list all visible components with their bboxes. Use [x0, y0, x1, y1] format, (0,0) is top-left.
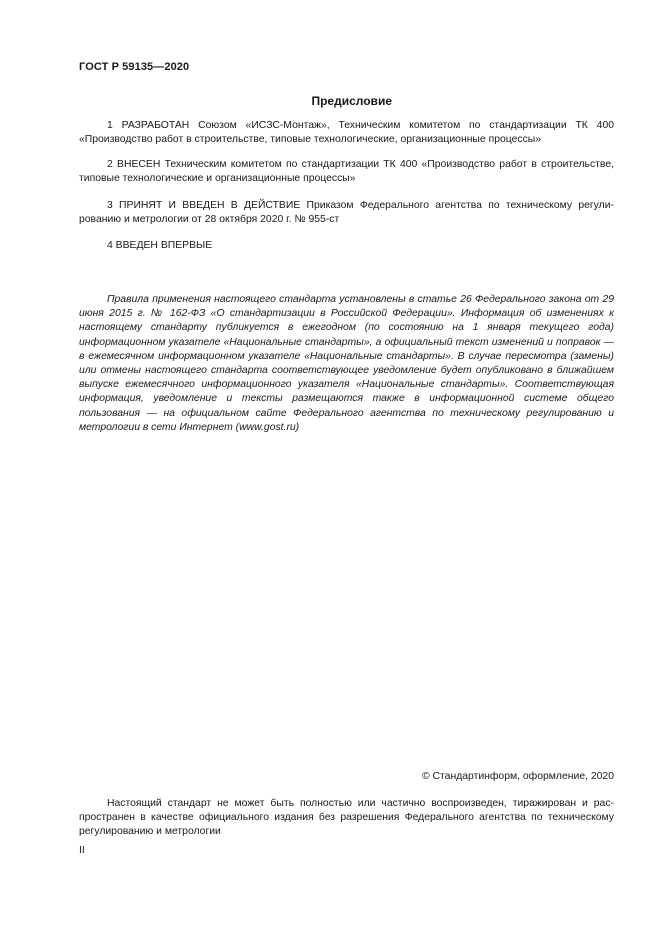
foreword-title: [79, 94, 614, 108]
document-code-header: ГОСТ Р 59135—2020: [79, 61, 190, 73]
foreword-paragraph-introduced: 2 ВНЕСЕН Техническим комитетом по стандартизации ТК 400 «Производство работ в строительстве, типовые технологические и организационные процессы»: [79, 159, 614, 184]
copyright-line: © Стандартинформ, оформление, 2020: [421, 771, 614, 782]
foreword-paragraph-developed: 1 РАЗРАБОТАН Союзом «ИСЗС-Монтаж», Техническим комитетом по стандартизации ТК 400 «Производство работ в строительстве, типовые технологические, организационные процессы»: [79, 120, 614, 145]
foreword-paragraph-first-introduced: 4 ВВЕДЕН ВПЕРВЫЕ: [107, 240, 213, 251]
foreword-title-text: Предисловие: [311, 94, 392, 108]
reproduction-notice: Настоящий стандарт не может быть полностью или частично воспроизведен, тиражирован и распространен в качестве официального издания без разрешения Федерального агентства по техническому регулированию и метрологии: [79, 798, 614, 837]
application-rules-note: Правила применения настоящего стандарта установлены в статье 26 Федерального закона от 29 июня 2015 г. № 162-ФЗ «О стандартизации в Российской Федерации». Информация об изменениях к настоящему стандарту публикуется в ежегодном (по состоянию на 1 января текущего года) информационном указателе «Национальные стандарты», а официальный текст изменений и поправок — в ежемесячном информационном указателе «Национальные стандарты». В случае пересмотра (замены) или отмены настоящего стандарта соответствующее уведомление будет опубликовано в ближайшем выпуске ежемесячного информационного указателя «Национальные стандарты». Соответствующая информация, уведомление и тексты размещаются также в информационной системе общего пользования — на официальном сайте Федерального агентства по техническому регулированию и метрологии в сети Интернет (www.gost.ru): [79, 294, 614, 433]
page-number: II: [79, 845, 85, 856]
foreword-paragraph-adopted: 3 ПРИНЯТ И ВВЕДЕН В ДЕЙСТВИЕ Приказом Федерального агентства по техническому регулированию и метрологии от 28 октября 2020 г. № 955-ст: [79, 200, 614, 225]
